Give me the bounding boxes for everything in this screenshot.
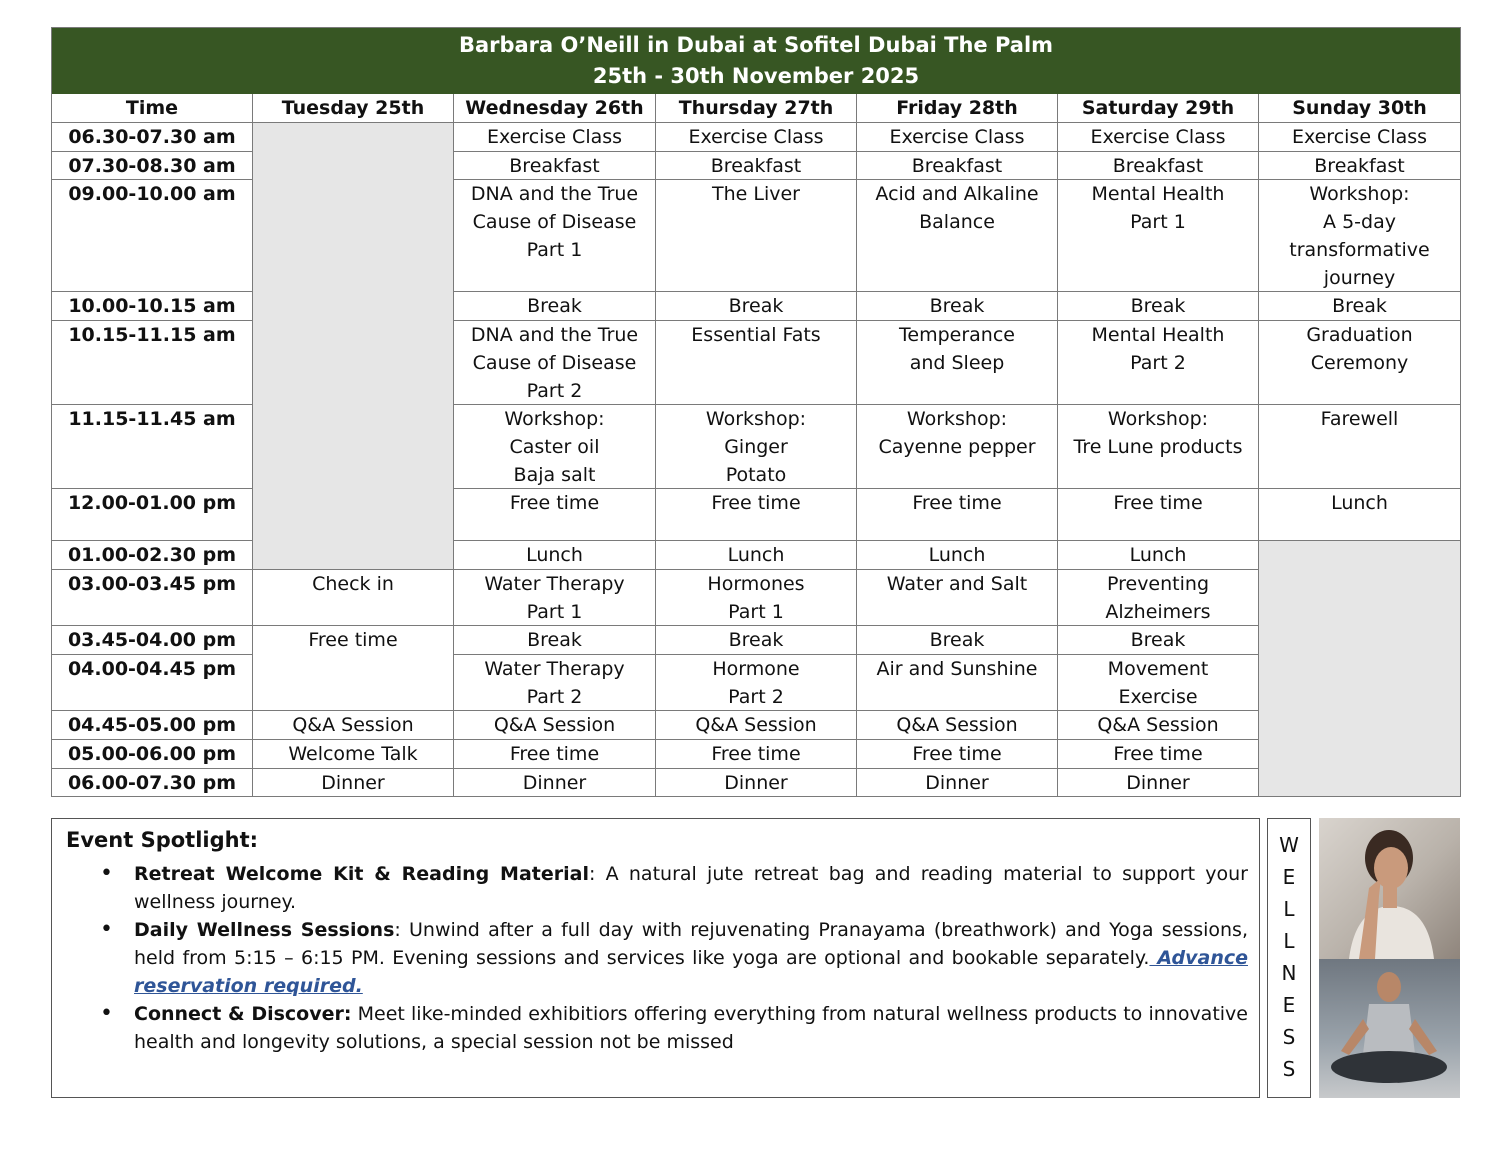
cell-text-line: Cayenne pepper (878, 436, 1036, 458)
yoga-meditation-photo (1319, 959, 1460, 1098)
time-slot (52, 152, 253, 180)
session-cell (454, 655, 656, 711)
cell-text-line: Acid and Alkaline (875, 183, 1039, 205)
cell-text-line: Part 1 (1130, 211, 1186, 233)
cell-text-line: Workshop: (1309, 183, 1410, 205)
cell-text-line: Workshop: (1107, 408, 1209, 430)
cell-text: 09.00-10.00 am (68, 183, 236, 205)
session-cell (1058, 769, 1259, 796)
cell-text-line: Water and Salt (886, 573, 1028, 595)
schedule-table (51, 27, 1461, 797)
column-header (454, 94, 656, 123)
cell-text-line: Lunch (1331, 492, 1388, 514)
session-cell (454, 292, 656, 321)
session-cell (857, 489, 1058, 541)
cell-text: 05.00-06.00 pm (67, 743, 237, 765)
cell-text-line: Farewell (1320, 408, 1399, 430)
session-cell (857, 655, 1058, 711)
session-cell (857, 626, 1058, 655)
cell-text: 04.45-05.00 pm (67, 714, 237, 736)
cell-text: Friday 28th (896, 97, 1018, 119)
cell-text-line: Tre Lune products (1073, 436, 1243, 458)
cell-text-line: Temperance (899, 324, 1015, 346)
session-cell (1259, 405, 1460, 489)
cell-text-line: Workshop: (504, 408, 605, 430)
cell-text-line: Exercise Class (486, 126, 623, 148)
session-cell (1058, 123, 1259, 152)
column-header (857, 94, 1058, 123)
cell-text-line: Break (929, 295, 985, 317)
cell-text: Welcome Talk (288, 743, 418, 765)
time-slot (52, 123, 253, 152)
wellness-letter: L (1283, 897, 1295, 921)
time-slot (52, 180, 253, 292)
session-cell (1058, 570, 1259, 626)
session-cell (1259, 180, 1460, 292)
session-cell (656, 489, 857, 541)
wellness-letter: E (1282, 993, 1296, 1017)
session-cell (857, 769, 1058, 796)
cell-text: 07.30-08.30 am (68, 155, 236, 177)
spotlight-item-text: Meet like-minded exhibitiors offering everything from natural wellness products to innovative health and longevity solutions, a special session not be missed (134, 1003, 1248, 1053)
cell-text-line: Breakfast (1314, 155, 1405, 177)
schedule-dates: 25th - 30th November 2025 (592, 64, 920, 88)
cell-text: 04.00-04.45 pm (67, 658, 237, 680)
column-header (52, 94, 253, 123)
cell-text: 03.00-03.45 pm (67, 573, 237, 595)
session-cell (857, 570, 1058, 626)
cell-text-line: Part 1 (728, 601, 784, 623)
unscheduled-block (253, 123, 454, 570)
session-cell (857, 740, 1058, 769)
cell-text: Sunday 30th (1292, 97, 1427, 119)
time-slot (52, 626, 253, 655)
time-slot (52, 489, 253, 541)
cell-text-line: Part 1 (526, 601, 583, 623)
schedule-title: Barbara O’Neill in Dubai at Sofitel Dubai The Palm (458, 33, 1054, 57)
cell-text-line: Free time (711, 743, 801, 765)
session-cell (454, 711, 656, 740)
session-cell (1058, 626, 1259, 655)
cell-text: 01.00-02.30 pm (67, 544, 237, 566)
cell-text-line: Caster oil (509, 436, 600, 458)
cell-text-line: Mental Health (1091, 183, 1225, 205)
spotlight-item-heading: Retreat Welcome Kit & Reading Material (134, 863, 589, 885)
column-header (656, 94, 857, 123)
cell-text-line: Lunch (526, 544, 583, 566)
bullet-icon: • (100, 917, 113, 942)
session-cell (1058, 541, 1259, 570)
session-cell (1259, 292, 1460, 321)
cell-text-line: Breakfast (710, 155, 802, 177)
time-slot (52, 541, 253, 570)
session-cell (1058, 321, 1259, 405)
cell-text-line: Break (728, 295, 784, 317)
session-cell (656, 292, 857, 321)
session-cell (253, 711, 454, 740)
cell-text-line: Breakfast (509, 155, 600, 177)
cell-text-line: Exercise Class (1090, 126, 1226, 148)
bullet-icon: • (100, 861, 113, 886)
cell-text-line: Break (929, 629, 985, 651)
column-header (1259, 94, 1460, 123)
session-cell (454, 489, 656, 541)
cell-text-line: Hormones (707, 573, 805, 595)
time-slot (52, 292, 253, 321)
cell-text: Wednesday 26th (465, 97, 644, 119)
column-header (1058, 94, 1259, 123)
time-slot (52, 655, 253, 711)
column-header (253, 94, 454, 123)
cell-text: 06.30-07.30 am (68, 126, 236, 148)
session-cell (857, 180, 1058, 292)
session-cell (857, 292, 1058, 321)
session-cell (656, 655, 857, 711)
session-cell (1058, 655, 1259, 711)
cell-text-line: Exercise Class (688, 126, 824, 148)
cell-text: Time (125, 97, 179, 119)
cell-text-line: Part 2 (728, 686, 784, 708)
cell-text-line: Part 2 (1130, 352, 1186, 374)
session-cell (857, 541, 1058, 570)
session-cell (857, 123, 1058, 152)
cell-text-line: Essential Fats (691, 324, 821, 346)
session-cell (656, 769, 857, 796)
session-cell (454, 152, 656, 180)
cell-text-line: Workshop: (705, 408, 807, 430)
cell-text-line: Lunch (1129, 544, 1187, 566)
session-cell (656, 541, 857, 570)
cell-text-line: Ginger (724, 436, 788, 458)
cell-text-line: Free time (1113, 492, 1203, 514)
time-slot (52, 570, 253, 626)
session-cell (656, 711, 857, 740)
wellness-letter: S (1282, 1025, 1296, 1049)
cell-text-line: Balance (919, 211, 995, 233)
session-cell (1058, 292, 1259, 321)
cell-text: 10.00-10.15 am (68, 295, 236, 317)
session-cell (253, 570, 454, 626)
session-cell (1259, 489, 1460, 541)
cell-text-line: Q&A Session (1097, 714, 1219, 736)
time-slot (52, 321, 253, 405)
cell-text-line: Free time (1113, 743, 1203, 765)
cell-text-line: Free time (509, 492, 600, 514)
cell-text-line: Break (527, 629, 582, 651)
cell-text: Saturday 29th (1081, 97, 1235, 119)
spotlight-item-text: : Unwind after a full day with rejuvenating Pranayama (breathwork) and Yoga sessions, held from 5:15 – 6:15 PM. Evening sessions and services like yoga are optional and bookable separately. (134, 919, 1248, 969)
session-cell (656, 626, 857, 655)
session-cell (1259, 123, 1460, 152)
cell-text-line: Workshop: (906, 408, 1008, 430)
cell-text-line: Q&A Session (493, 714, 616, 736)
session-cell (454, 541, 656, 570)
cell-text: Tuesday 25th (281, 97, 425, 119)
cell-text-line: Preventing (1106, 573, 1209, 595)
cell-text-line: Part 2 (526, 686, 583, 708)
schedule-banner (52, 28, 1460, 94)
spotlight-list (100, 860, 1248, 1056)
cell-text: 03.45-04.00 pm (67, 629, 237, 651)
session-cell (1259, 321, 1460, 405)
breathwork-photo (1319, 818, 1460, 959)
cell-text-line: Dinner (925, 772, 989, 794)
cell-text: 12.00-01.00 pm (67, 492, 237, 514)
bullet-icon: • (100, 1001, 113, 1026)
session-cell (454, 626, 656, 655)
cell-text-line: The Liver (712, 183, 800, 205)
session-cell (454, 740, 656, 769)
cell-text-line: Dinner (1126, 772, 1190, 794)
time-slot (52, 405, 253, 489)
session-cell (656, 740, 857, 769)
cell-text-line: Potato (725, 464, 787, 486)
cell-text-line: Break (1130, 295, 1186, 317)
man-meditating-icon (1319, 959, 1460, 1098)
wellness-letter: N (1281, 961, 1297, 985)
cell-text-line: Exercise Class (889, 126, 1025, 148)
cell-text-line: journey (1323, 267, 1396, 289)
session-cell (656, 405, 857, 489)
advance-reservation-link[interactable]: Advance reservation required. (134, 947, 1248, 997)
spotlight-item (100, 916, 1248, 1000)
cell-text-line: Graduation (1306, 324, 1413, 346)
cell-text-line: Alzheimers (1105, 601, 1211, 623)
wellness-letter: W (1279, 833, 1299, 857)
session-cell (253, 626, 454, 711)
cell-text-line: Free time (912, 492, 1002, 514)
cell-text-line: Movement (1107, 658, 1209, 680)
session-cell (454, 570, 656, 626)
cell-text-line: Hormone (712, 658, 800, 680)
wellness-letter: L (1283, 929, 1295, 953)
session-cell (656, 180, 857, 292)
cell-text-line: and Sleep (909, 352, 1005, 374)
cell-text-line: Baja salt (513, 464, 596, 486)
cell-text-line: Cause of Disease (472, 211, 637, 233)
cell-text: 10.15-11.15 am (68, 324, 236, 346)
cell-text-line: DNA and the True (470, 183, 639, 205)
woman-meditating-icon (1319, 818, 1460, 959)
session-cell (1058, 489, 1259, 541)
session-cell (1058, 152, 1259, 180)
cell-text-line: Part 2 (526, 380, 583, 402)
cell-text-line: Break (1130, 629, 1186, 651)
session-cell (656, 321, 857, 405)
cell-text-line: Lunch (928, 544, 986, 566)
cell-text-line: Cause of Disease (472, 352, 637, 374)
time-slot (52, 740, 253, 769)
cell-text-line: Dinner (522, 772, 587, 794)
session-cell (454, 180, 656, 292)
cell-text-line: Break (1332, 295, 1387, 317)
session-cell (454, 123, 656, 152)
cell-text-line: Exercise Class (1291, 126, 1428, 148)
cell-text-line: Ceremony (1310, 352, 1409, 374)
cell-text-line: Water Therapy (484, 573, 625, 595)
cell-text-line: Q&A Session (695, 714, 817, 736)
cell-text-line: Dinner (724, 772, 788, 794)
cell-text: Free time (308, 629, 398, 651)
cell-text-line: transformative (1289, 239, 1430, 261)
wellness-letter: S (1282, 1057, 1296, 1081)
cell-text-line: Breakfast (911, 155, 1003, 177)
spotlight-item (100, 1000, 1248, 1056)
time-slot (52, 711, 253, 740)
session-cell (857, 405, 1058, 489)
session-cell (253, 769, 454, 796)
cell-text-line: Part 1 (526, 239, 583, 261)
cell-text-line: DNA and the True (470, 324, 639, 346)
cell-text-line: Break (728, 629, 784, 651)
unscheduled-block (1259, 541, 1460, 796)
cell-text: Q&A Session (292, 714, 414, 736)
cell-text-line: Q&A Session (896, 714, 1018, 736)
spotlight-item-text: : A natural jute retreat bag and reading material to support your wellness journey. (134, 863, 1248, 913)
spotlight-item-heading: Connect & Discover: (134, 1003, 352, 1025)
session-cell (454, 769, 656, 796)
cell-text: 06.00-07.30 pm (67, 772, 237, 794)
session-cell (1058, 711, 1259, 740)
wellness-vertical-label (1267, 818, 1311, 1098)
session-cell (857, 321, 1058, 405)
session-cell (1058, 405, 1259, 489)
cell-text-line: Free time (912, 743, 1002, 765)
cell-text: Dinner (321, 772, 385, 794)
cell-text: Check in (312, 573, 394, 595)
session-cell (857, 152, 1058, 180)
session-cell (656, 570, 857, 626)
session-cell (454, 321, 656, 405)
spotlight-item (100, 860, 1248, 916)
session-cell (656, 152, 857, 180)
cell-text-line: Free time (509, 743, 600, 765)
cell-text-line: Breakfast (1112, 155, 1204, 177)
session-cell (1058, 740, 1259, 769)
cell-text-line: Air and Sunshine (876, 658, 1038, 680)
event-spotlight (51, 818, 1260, 1098)
cell-text: Thursday 27th (678, 97, 834, 119)
wellness-letter: E (1282, 865, 1296, 889)
session-cell (857, 711, 1058, 740)
session-cell (454, 405, 656, 489)
time-slot (52, 769, 253, 796)
session-cell (253, 740, 454, 769)
cell-text-line: Mental Health (1091, 324, 1225, 346)
session-cell (1259, 152, 1460, 180)
cell-text-line: Break (527, 295, 582, 317)
cell-text-line: A 5-day (1323, 211, 1396, 233)
spotlight-item-heading: Daily Wellness Sessions (134, 919, 395, 941)
cell-text-line: Free time (711, 492, 801, 514)
session-cell (656, 123, 857, 152)
spotlight-title: Event Spotlight: (66, 828, 259, 852)
session-cell (1058, 180, 1259, 292)
cell-text-line: Water Therapy (484, 658, 625, 680)
cell-text-line: Lunch (727, 544, 785, 566)
cell-text-line: Exercise (1118, 686, 1198, 708)
cell-text: 11.15-11.45 am (68, 408, 236, 430)
